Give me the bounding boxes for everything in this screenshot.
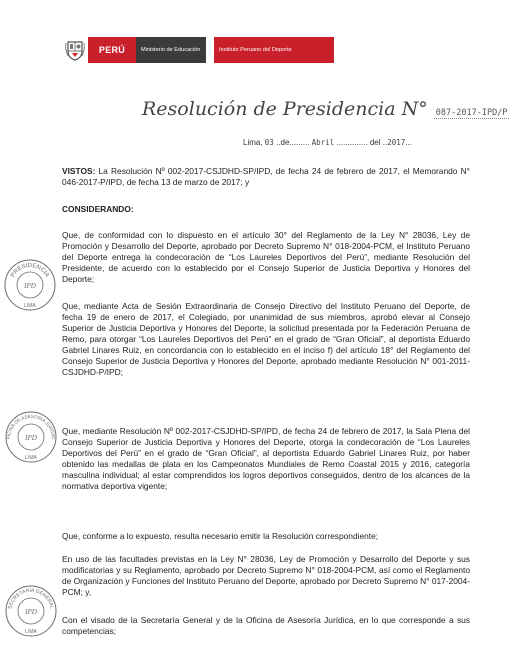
considerando-heading: CONSIDERANDO: <box>62 204 134 214</box>
vistos-paragraph <box>62 166 470 188</box>
header-banner <box>62 37 334 63</box>
date-de1: de <box>280 138 290 147</box>
vistos-text: La Resolución Nº 002-2017-CSJDHD-SP/IPD, de fecha 24 de febrero de 2017, el Memorando N° 046-2017-P/IPD, de fecha 13 de marzo de 2017; y <box>62 166 470 187</box>
stamp-3-outer-text: SECRETARÍA GENERAL <box>7 587 55 610</box>
paragraph-2: Que, mediante Acta de Sesión Extraordinaria de Consejo Directivo del Instituto Peruano del Deporte, de fecha 19 de enero de 2017, el Colegiado, por unanimidad de sus miembros, aprobó elevar al Consejo Superior de Justicia Deportiva y Honores del Deporte, la solicitud presentada por la Federación Peruana de Remo, para otorgar “Los Laureles Deportivos del Perú” en el grado de “Gran Oficial”, al deportista Eduardo Gabriel Linares Ruiz, en concordancia con lo establecido en el inciso f) del artículo 18° del Reglamento del Consejo Superior de Justicia Deportiva y Honores del Deporte, aprobado mediante Resolución N° 001-2011-CSJDHD-P/IPD; <box>62 301 470 377</box>
peru-label: PERÚ <box>88 37 136 63</box>
date-day: 03 <box>264 138 274 147</box>
date-line: Lima, 03 ..de......... Abril .............. del ..2017... <box>243 138 412 147</box>
presidencia-stamp <box>2 257 58 313</box>
institute-label: Instituto Peruano del Deporte <box>214 37 334 63</box>
asesoria-juridica-stamp <box>3 409 59 465</box>
paragraph-5: En uso de las facultades previstas en la Ley N° 28036, Ley de Promoción y Desarrollo del Deporte y sus modificatorias y su Reglamento, aprobado por Decreto Supremo N° 018-2004-PCM, así como el Reglamento de Organización y Funciones del Instituto Peruano del Deporte, aprobado por Decreto Supremo N° 017-2004-PCM; y, <box>62 554 470 597</box>
title-text: Resolución de Presidencia N° <box>142 98 428 120</box>
stamp-2-bottom-text: LIMA <box>25 455 37 461</box>
paragraph-3: Que, mediante Resolución Nº 002-2017-CSJDHD-SP/IPD, de fecha 24 de febrero de 2017, la Sala Plena del Consejo Superior de Justicia Deportiva y Honores del Deporte, otorga la condecoración de “Los Laureles Deportivos del Perú” en el grado de “Gran Oficial”, al deportista Eduardo Gabriel Linares Ruiz, por haber obtenido las medallas de plata en los Campeonatos Mundiales de Remo Coastal 2015 y 2016, categoría masculina individual; al estar comprendidos los logros deportivos conseguidos, dentro de los alcances de la normativa deportiva vigente; <box>62 426 470 491</box>
coat-of-arms-icon <box>62 37 88 63</box>
stamp-1-center-text: IPD <box>24 282 36 290</box>
date-place: Lima, <box>243 138 263 147</box>
paragraph-1: Que, de conformidad con lo dispuesto en el artículo 30° del Reglamento de la Ley N° 28036, Ley de Promoción y Desarrollo del Deporte, aprobado por Decreto Supremo N° 018-2004-PCM, el Instituto Peruano del Deporte entrega la condecoración de “Los Laureles Deportivos del Perú”, mediante Resolución del Presidente, de acuerdo con lo establecido por el Consejo Superior de Justicia Deportiva y Honores del Deporte; <box>62 230 470 284</box>
stamp-2-center-text: IPD <box>25 434 37 442</box>
date-de2: del <box>369 138 381 147</box>
stamp-2-outer-text: FICINA DE ASESORÍA JURÍDIC <box>5 413 57 440</box>
stamp-1-bottom-text: LIMA <box>24 303 36 309</box>
stamp-1-outer-text: PRESIDENCIA <box>10 262 50 279</box>
date-month: Abril <box>311 138 335 147</box>
resolution-number: 087-2017-IPD/P <box>435 108 508 118</box>
ministry-label: Ministerio de Educación <box>136 37 206 63</box>
resolution-title <box>142 98 509 120</box>
stamp-3-bottom-text: LIMA <box>25 629 37 635</box>
vistos-label: VISTOS: <box>62 166 96 176</box>
paragraph-6: Con el visado de la Secretaría General y de la Oficina de Asesoría Jurídica, en lo que corresponde a sus competencias; <box>62 615 470 636</box>
paragraph-4: Que, conforme a lo expuesto, resulta necesario emitir la Resolución correspondiente; <box>62 531 379 541</box>
stamp-3-center-text: IPD <box>25 608 37 616</box>
secretaria-general-stamp <box>3 583 59 639</box>
date-year: 2017 <box>387 138 406 147</box>
